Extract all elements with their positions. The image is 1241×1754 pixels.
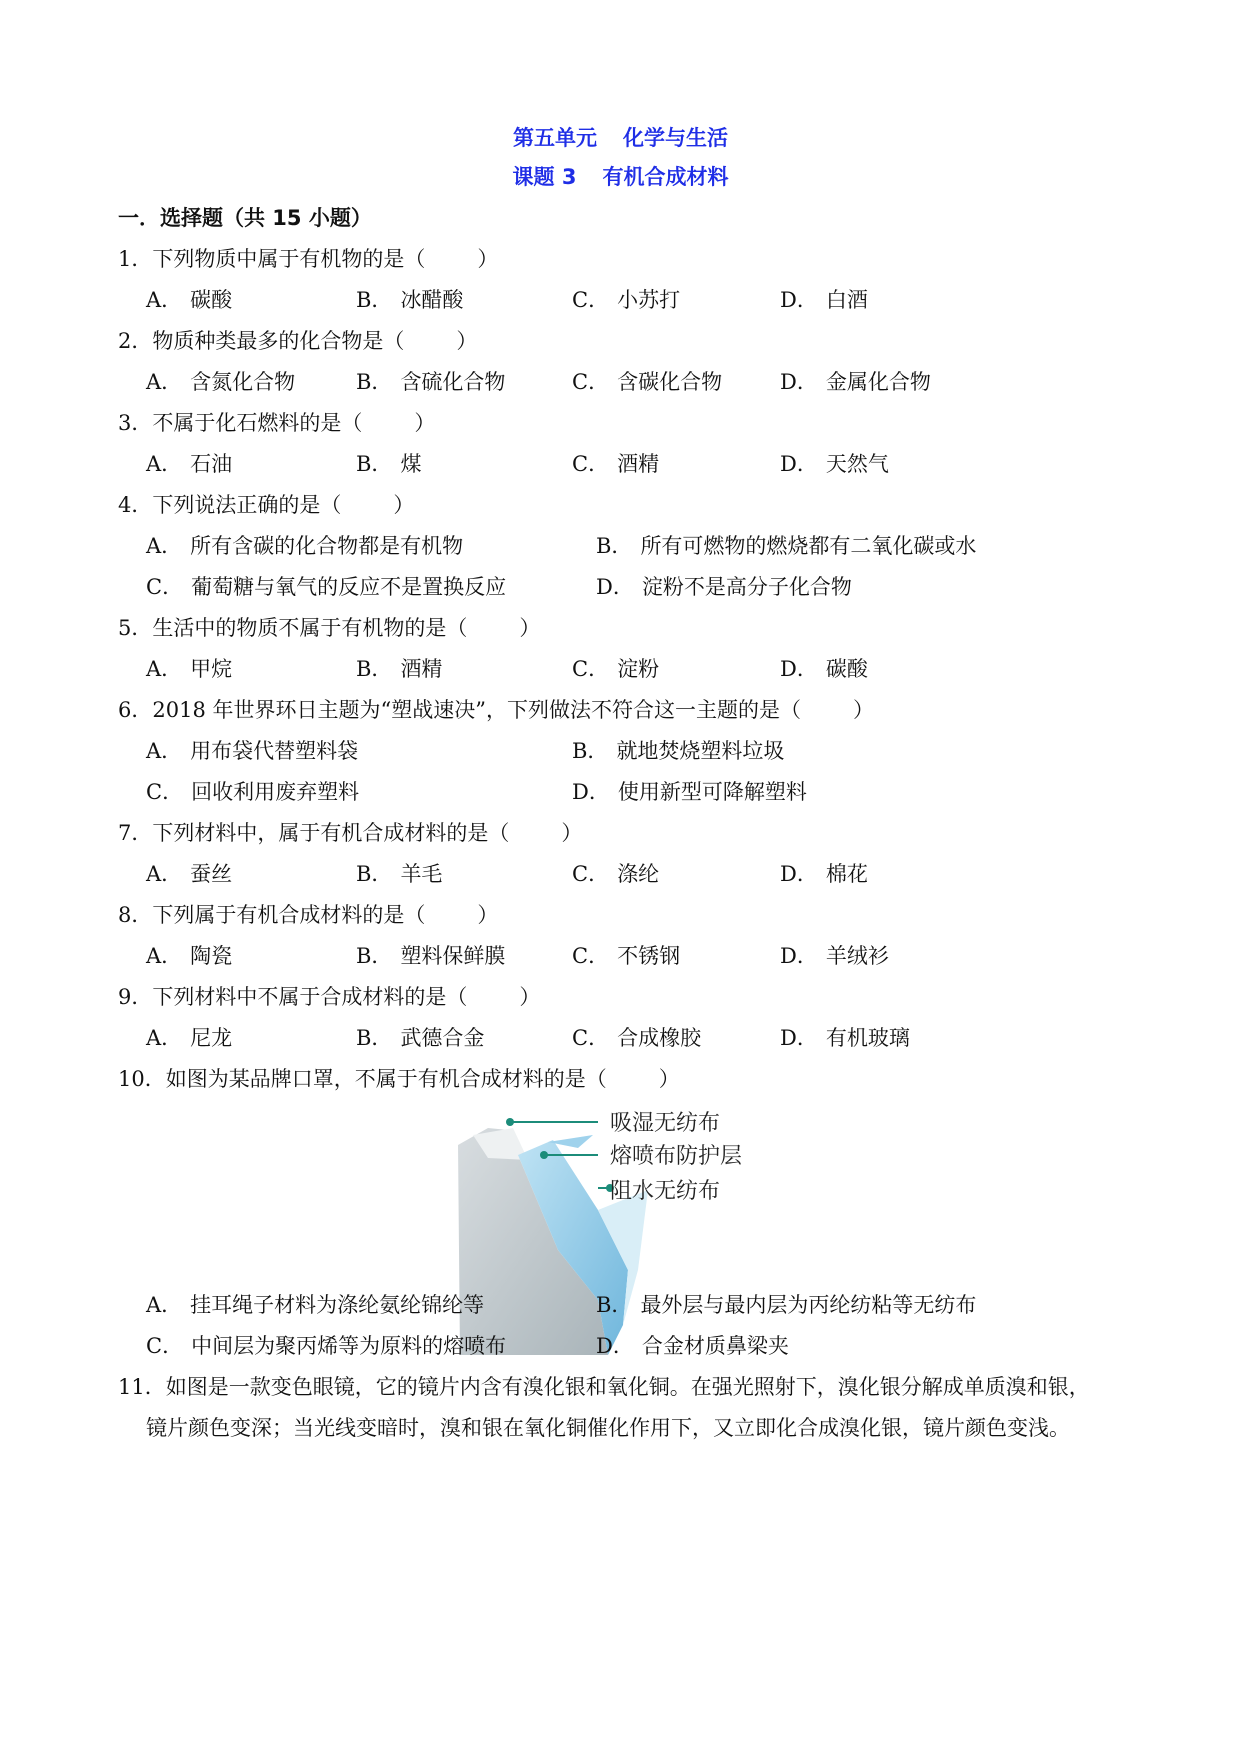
option-1d: D． 白酒 [780,288,868,312]
unit-number: 第五单元 [513,126,597,150]
leader-dot-1 [506,1118,514,1126]
option-2a: A． 含氮化合物 [146,370,296,394]
option-1b: B． 冰醋酸 [356,288,464,312]
label-absorbent-nonwoven: 吸湿无纺布 [610,1111,721,1136]
option-8c: C． 不锈钢 [572,944,681,968]
option-5d: D． 碳酸 [780,657,868,681]
question-stem: 2．物质种类最多的化合物是（ [118,329,405,353]
option-1a: A． 碳酸 [146,288,233,312]
option-10b: B． 最外层与最内层为丙纶纺粘等无纺布 [596,1293,977,1317]
question-4: 4．下列说法正确的是（ ） [118,493,415,517]
option-5c: C． 淀粉 [572,657,660,681]
label-waterproof-nonwoven: 阻水无纺布 [610,1179,721,1204]
option-4c: C． 葡萄糖与氧气的反应不是置换反应 [146,575,507,599]
question-5: 5．生活中的物质不属于有机物的是（ ） [118,616,541,640]
leader-dot-2 [540,1151,548,1159]
option-4d: D． 淀粉不是高分子化合物 [596,575,852,599]
option-2d: D． 金属化合物 [780,370,931,394]
question-2: 2．物质种类最多的化合物是（ ） [118,329,478,353]
option-7a: A． 蚕丝 [146,862,233,886]
question-stem: 3．不属于化石燃料的是（ [118,411,363,435]
question-7: 7．下列材料中，属于有机合成材料的是（ ） [118,821,583,845]
unit-name: 化学与生活 [623,126,728,150]
question-stem: 11．如图是一款变色眼镜，它的镜片内含有溴化银和氧化铜。在强光照射下，溴化银分解成单质溴和银， [118,1375,1090,1399]
option-3b: B． 煤 [356,452,422,476]
question-3: 3．不属于化石燃料的是（ ） [118,411,436,435]
question-stem: 5．生活中的物质不属于有机物的是（ [118,616,468,640]
question-stem: 7．下列材料中，属于有机合成材料的是（ [118,821,510,845]
question-10: 10．如图为某品牌口罩，不属于有机合成材料的是（ ） [118,1067,680,1091]
lesson-number: 课题 3 [512,165,577,189]
option-1c: C． 小苏打 [572,288,681,312]
option-2c: C． 含碳化合物 [572,370,723,394]
question-stem: 9．下列材料中不属于合成材料的是（ [118,985,468,1009]
lesson-name: 有机合成材料 [602,165,729,189]
option-9c: C． 合成橡胶 [572,1026,702,1050]
question-11 [118,1371,1090,1401]
option-9a: A． 尼龙 [146,1026,233,1050]
option-6b: B． 就地焚烧塑料垃圾 [572,739,785,763]
option-7c: C． 涤纶 [572,862,660,886]
option-3c: C． 酒精 [572,452,660,476]
section-heading: 一．选择题（共 15 小题） [118,206,372,230]
option-9d: D． 有机玻璃 [780,1026,910,1050]
option-10d: D． 合金材质鼻梁夹 [596,1334,789,1358]
option-10c: C． 中间层为聚丙烯等为原料的熔喷布 [146,1334,507,1358]
option-6c: C． 回收利用废弃塑料 [146,780,360,804]
question-stem: 1．下列物质中属于有机物的是（ [118,247,426,271]
option-3d: D． 天然气 [780,452,889,476]
option-7b: B． 羊毛 [356,862,443,886]
question-stem: 6．2018 年世界环日主题为“塑战速决”，下列做法不符合这一主题的是（ [118,698,801,722]
question-1: 1．下列物质中属于有机物的是（ ） [118,247,499,271]
option-5a: A． 甲烷 [146,657,233,681]
question-11-continuation: 镜片颜色变深；当光线变暗时，溴和银在氧化铜催化作用下，又立即化合成溴化银，镜片颜色变浅。 [146,1416,1070,1440]
question-stem: 8．下列属于有机合成材料的是（ [118,903,426,927]
option-8b: B． 塑料保鲜膜 [356,944,506,968]
question-stem: 4．下列说法正确的是（ [118,493,342,517]
unit-title [0,122,1241,152]
option-7d: D． 棉花 [780,862,868,886]
option-4a: A． 所有含碳的化合物都是有机物 [146,534,464,558]
option-6d: D． 使用新型可降解塑料 [572,780,807,804]
question-6: 6．2018 年世界环日主题为“塑战速决”，下列做法不符合这一主题的是（ ） [118,698,874,722]
option-4b: B． 所有可燃物的燃烧都有二氧化碳或水 [596,534,977,558]
question-9: 9．下列材料中不属于合成材料的是（ ） [118,985,541,1009]
lesson-title [0,161,1241,191]
option-8d: D． 羊绒衫 [780,944,889,968]
option-2b: B． 含硫化合物 [356,370,506,394]
option-9b: B． 武德合金 [356,1026,485,1050]
question-8: 8．下列属于有机合成材料的是（ ） [118,903,499,927]
label-meltblown-layer: 熔喷布防护层 [610,1144,743,1169]
option-8a: A． 陶瓷 [146,944,233,968]
option-10a: A． 挂耳绳子材料为涤纶氨纶锦纶等 [146,1293,485,1317]
option-5b: B． 酒精 [356,657,443,681]
question-stem: 10．如图为某品牌口罩，不属于有机合成材料的是（ [118,1067,607,1091]
option-6a: A． 用布袋代替塑料袋 [146,739,359,763]
option-3a: A． 石油 [146,452,233,476]
